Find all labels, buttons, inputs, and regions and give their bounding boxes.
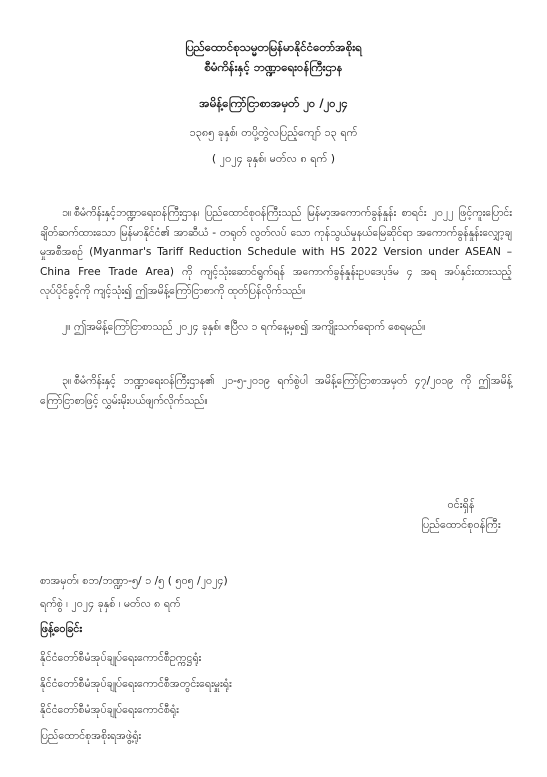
government-title: ပြည်ထောင်စုသမ္မတမြန်မာနိုင်ငံတော်အစိုးရ bbox=[185, 40, 362, 54]
paragraph-2 bbox=[40, 318, 512, 338]
distribution-item: ပြည်ထောင်စုအစိုးရအဖွဲ့ရုံး bbox=[40, 729, 142, 742]
signatory-title: ပြည်ထောင်စုဝန်ကြီး bbox=[421, 518, 501, 531]
notification-number: အမိန့်ကြော်ငြာစာအမှတ် ၂၀ /၂၀၂၄ bbox=[199, 96, 348, 110]
ministry-title: စီမံကိန်းနှင့် ဘဏ္ဍာရေးဝန်ကြီးဌာန bbox=[204, 60, 343, 74]
paragraph-3 bbox=[40, 372, 512, 411]
signatory-name: ဝင်းရှိန် bbox=[447, 498, 475, 511]
distribution-item: နိုင်ငံတော်စီမံအုပ်ချုပ်ရေးကောင်စီရုံး bbox=[40, 703, 179, 716]
paragraph-text: ဤအမိန့်ကြော်ငြာစာသည် ၂၀၂၄ ခုနှစ်၊ ဧပြီလ ၁ ရက်နေ့မှစ၍ အကျိုးသက်ရောက် စေရမည်။ bbox=[74, 321, 426, 333]
distribution-heading: ဖြန့်ဝေခြင်း bbox=[40, 622, 83, 635]
distribution-item: နိုင်ငံတော်စီမံအုပ်ချုပ်ရေးကောင်စီအတွင်းရေးမှူးရုံး bbox=[40, 677, 232, 690]
date-gregorian: ( ၂၀၂၄ ခုနှစ်၊ မတ်လ ၈ ရက် ) bbox=[211, 152, 336, 165]
distribution-item: နိုင်ငံတော်စီမံအုပ်ချုပ်ရေးကောင်စီဥက္ကဋ္ဌရုံး bbox=[40, 651, 202, 664]
paragraph-number: ၃။ bbox=[62, 375, 72, 387]
paragraph-text: စီမံကိန်းနှင့် ဘဏ္ဍာရေးဝန်ကြီးဌာန၏ ၂၁-၅-၂၀၁၉ ရက်စွဲပါ အမိန့်ကြော်ငြာစာအမှတ် ၄၇/၂၀၁၉ ကို ဤအမိန့်ကြော်ငြာစာဖြင့် လွှမ်းမိုးပယ်ဖျက်လိုက်သည်။ bbox=[40, 375, 512, 407]
date-myanmar: ၁၃၈၅ ခုနှစ်၊ တပို့တွဲလပြည့်ကျော် ၁၃ ရက် bbox=[189, 126, 358, 139]
reference-number: စာအမှတ်၊ စဘ/ဘဏ္ဍာ-၅/ ၁ /၅ ( ၅၀၅ /၂၀၂၄) bbox=[40, 574, 228, 587]
paragraph-text: စီမံကိန်းနှင့်ဘဏ္ဍာရေးဝန်ကြီးဌာန၊ ပြည်ထောင်စုဝန်ကြီးသည် မြန်မာ့အကောက်ခွန်နှုန်း စာရင်း ၂၀၂၂ ဖြင့်ကူးပြောင်းချိတ်ဆက်ထားသော မြန်မာနိုင်ငံ၏ အာဆီယံ - တရုတ် လွတ်လပ် သော ကုန်သွယ်မှုနယ်မြေဆိုင်ရာ အကောက်ခွန်နှုန်းလျှော့ချမှုအစီအစဉ် (Myanmar's Tariff Reduction Schedule with HS 2022 Version under ASEAN – China Free Trade Area) ကို ကျင့်သုံးဆောင်ရွက်ရန် အကောက်ခွန်နှုန်းဥပဒေပုဒ်မ ၄ အရ အပ်နှင်းထားသည့် လုပ်ပိုင်ခွင့်ကို ကျင့်သုံး၍ ဤအမိန့်ကြော်ငြာစာကို ထုတ်ပြန်လိုက်သည်။ bbox=[40, 207, 512, 297]
paragraph-number: ၁။ bbox=[62, 207, 72, 219]
paragraph-number: ၂။ bbox=[62, 321, 71, 333]
paragraph-1 bbox=[40, 204, 512, 302]
reference-date: ရက်စွဲ ၊ ၂၀၂၄ ခုနှစ် ၊ မတ်လ ၈ ရက် bbox=[40, 597, 181, 610]
